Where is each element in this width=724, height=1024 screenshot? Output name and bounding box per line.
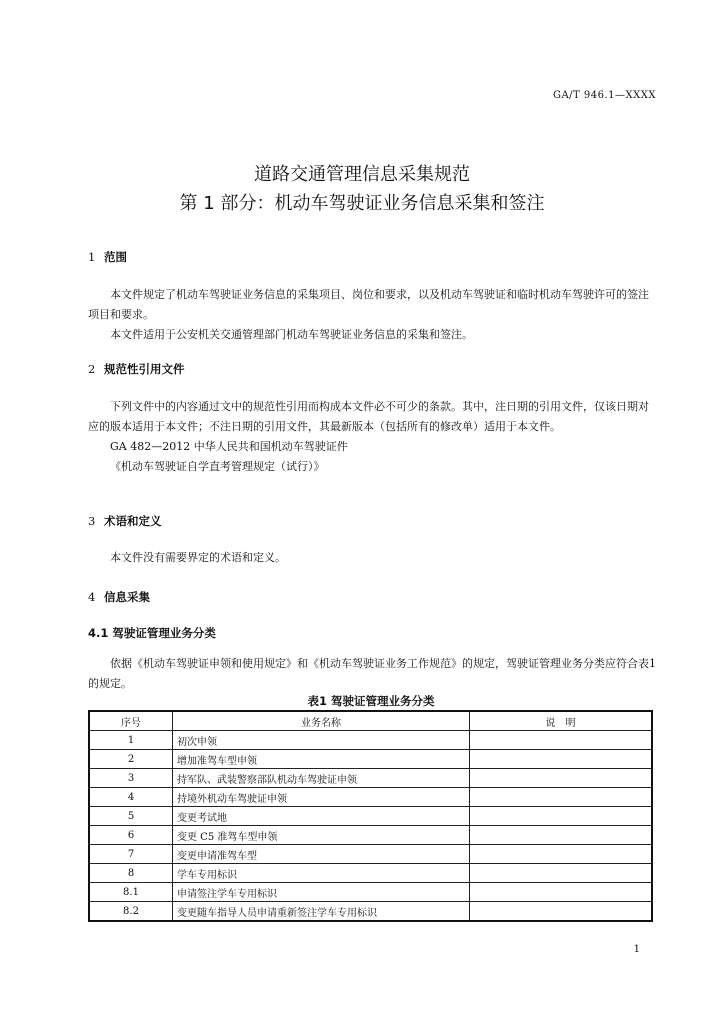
table-caption: 表1 驾驶证管理业务分类: [307, 694, 435, 708]
page-number: 1: [633, 944, 640, 955]
row-seq: 8.1: [89, 883, 173, 902]
section-title: 术语和定义: [104, 514, 162, 528]
table-row: [89, 807, 652, 826]
paragraph: 本文件适用于公安机关交通管理部门机动车驾驶证业务信息的采集和签注。: [110, 328, 473, 341]
section-4-1-body: [88, 654, 658, 694]
row-note: [470, 731, 653, 750]
table-row: [89, 864, 652, 883]
row-seq: 1: [89, 731, 173, 750]
section-3-body: [88, 548, 658, 568]
document-subtitle: 第 1 部分：机动车驾驶证业务信息采集和签注: [179, 193, 545, 214]
row-business-name: 初次申领: [173, 731, 470, 750]
row-note: [470, 769, 653, 788]
row-business-name: 变更考试地: [173, 807, 470, 826]
row-note: [470, 826, 653, 845]
paragraph: 本文件没有需要界定的术语和定义。: [110, 551, 286, 564]
paragraph: 本文件规定了机动车驾驶证业务信息的采集项目、岗位和要求，以及机动车驾驶证和临时机动车驾驶许可的签注项目和要求。: [88, 288, 649, 321]
row-business-name: 变更 C5 准驾车型申领: [173, 826, 470, 845]
document-title: 道路交通管理信息采集规范: [254, 164, 470, 185]
section-4-heading: [88, 589, 150, 605]
table-row: [89, 845, 652, 864]
row-note: [470, 750, 653, 769]
row-seq: 2: [89, 750, 173, 769]
row-business-name: 持境外机动车驾驶证申领: [173, 788, 470, 807]
row-note: [470, 864, 653, 883]
section-title: 信息采集: [104, 590, 150, 604]
paragraph: 依据《机动车驾驶证申领和使用规定》和《机动车驾驶证业务工作规范》的规定，驾驶证管理业务分类应符合表1的规定。: [88, 657, 656, 690]
row-seq: 8: [89, 864, 173, 883]
row-business-name: 变更随车指导人员申请重新签注学车专用标识: [173, 902, 470, 922]
section-4-1-heading: 4.1 驾驶证管理业务分类: [88, 626, 216, 640]
header-seq: 序号: [89, 711, 173, 731]
row-note: [470, 807, 653, 826]
section-number: 2: [88, 362, 96, 376]
row-seq: 3: [89, 769, 173, 788]
header-note: 说 明: [470, 711, 653, 731]
row-seq: 6: [89, 826, 173, 845]
row-seq: 8.2: [89, 902, 173, 922]
row-note: [470, 788, 653, 807]
business-classification-table: [88, 710, 653, 922]
document-code: GA/T 946.1—XXXX: [552, 90, 656, 101]
row-business-name: 申请签注学车专用标识: [173, 883, 470, 902]
row-seq: 5: [89, 807, 173, 826]
section-number: 1: [88, 250, 96, 264]
row-note: [470, 845, 653, 864]
normative-reference: 《机动车驾驶证自学直考管理规定（试行）》: [110, 460, 325, 473]
table-header-row: [89, 711, 652, 731]
table-row: [89, 902, 652, 922]
row-note: [470, 883, 653, 902]
paragraph: 下列文件中的内容通过文中的规范性引用而构成本文件必不可少的条款。其中，注日期的引用文件，仅该日期对应的版本适用于本文件；不注日期的引用文件，其最新版本（包括所有的修改单）适用于本文件。: [88, 400, 649, 433]
section-2-body: [88, 397, 658, 477]
row-business-name: 持军队、武装警察部队机动车驾驶证申领: [173, 769, 470, 788]
row-note: [470, 902, 653, 922]
section-3-heading: [88, 513, 162, 529]
section-1-heading: [88, 249, 127, 265]
table-row: [89, 750, 652, 769]
table-row: [89, 883, 652, 902]
row-business-name: 变更申请准驾车型: [173, 845, 470, 864]
header-name: 业务名称: [173, 711, 470, 731]
row-business-name: 学车专用标识: [173, 864, 470, 883]
table-row: [89, 788, 652, 807]
normative-reference: GA 482—2012 中华人民共和国机动车驾驶证件: [110, 440, 348, 453]
section-title: 范围: [104, 250, 127, 264]
section-title: 规范性引用文件: [104, 362, 185, 376]
row-seq: 4: [89, 788, 173, 807]
section-number: 3: [88, 514, 96, 528]
table-row: [89, 769, 652, 788]
table-row: [89, 826, 652, 845]
section-1-body: [88, 285, 658, 345]
section-number: 4: [88, 590, 96, 604]
row-business-name: 增加准驾车型申领: [173, 750, 470, 769]
row-seq: 7: [89, 845, 173, 864]
table-row: [89, 731, 652, 750]
section-2-heading: [88, 361, 185, 377]
